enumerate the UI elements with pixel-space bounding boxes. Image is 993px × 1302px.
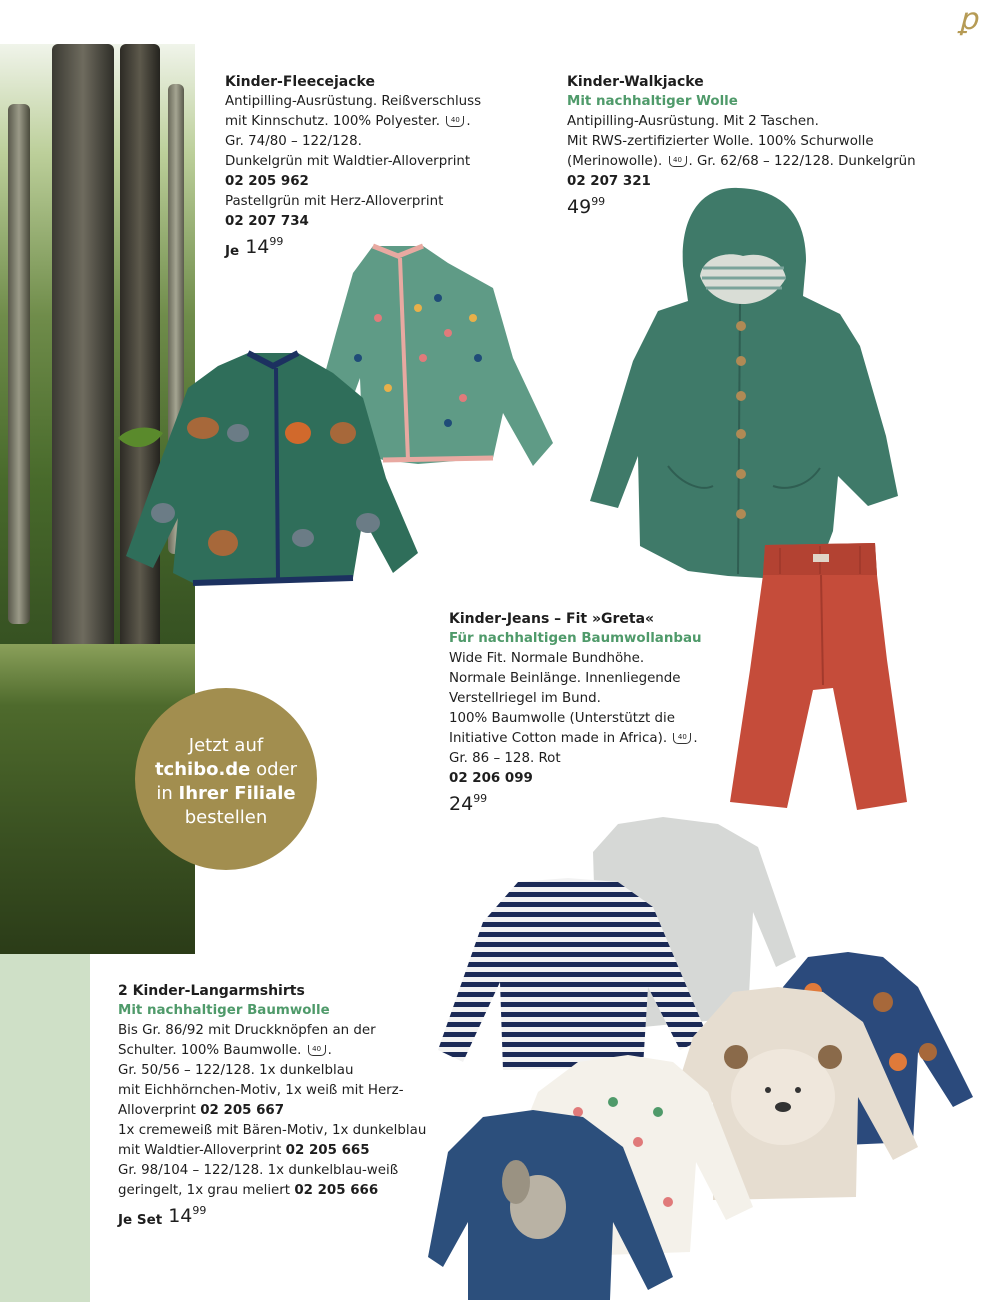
fleece-title: Kinder-Fleecejacke	[225, 74, 375, 90]
jeans-article: 02 206 099	[449, 771, 533, 786]
fleece-line3: Gr. 74/80 – 122/128.	[225, 134, 362, 149]
badge-store: Ihrer Filiale	[178, 783, 296, 804]
walk-jacket-image	[588, 186, 903, 581]
fleece-line2: mit Kinnschutz. 100% Polyester.	[225, 114, 441, 129]
wash-care-icon: 40	[673, 733, 691, 744]
jeans-title: Kinder-Jeans – Fit »Greta«	[449, 611, 655, 627]
shirts-title: 2 Kinder-Langarmshirts	[118, 983, 305, 999]
shirts-product-block	[118, 981, 426, 1228]
jeans-line3: Verstellriegel im Bund.	[449, 691, 601, 706]
shirts-line3: Gr. 50/56 – 122/128. 1x dunkelblau	[118, 1063, 354, 1078]
shirts-price	[118, 1205, 426, 1228]
shirts-line4: mit Eichhörnchen-Motiv, 1x weiß mit Herz-	[118, 1083, 404, 1098]
jeans-line5: Initiative Cotton made in Africa).	[449, 731, 668, 746]
walk-title: Kinder-Walkjacke	[567, 74, 704, 90]
shirts-subtitle: Mit nachhaltiger Baumwolle	[118, 1003, 330, 1018]
side-color-strip	[0, 954, 90, 1302]
fleece-article-2: 02 207 734	[225, 214, 309, 229]
jeans-product-block	[449, 609, 702, 815]
jeans-subtitle: Für nachhaltigen Baumwollanbau	[449, 631, 702, 646]
shirts-article-3: 02 205 666	[294, 1183, 379, 1198]
tchibo-logo-icon: ꝑ	[958, 2, 978, 37]
shirts-article-2: 02 205 665	[285, 1143, 370, 1158]
price-cents: 99	[192, 1204, 207, 1217]
price-cents: 99	[591, 195, 606, 208]
shirts-line2-end: .	[327, 1043, 332, 1058]
walk-line3b: . Gr. 62/68 – 122/128. Dunkelgrün	[688, 154, 916, 169]
fleece-line5: Pastellgrün mit Herz-Alloverprint	[225, 194, 444, 209]
jeans-line5-end: .	[693, 731, 698, 746]
wash-care-icon: 40	[446, 116, 464, 127]
walk-line2: Mit RWS-zertifizierter Wolle. 100% Schurwolle	[567, 134, 874, 149]
price-main: 14	[168, 1205, 193, 1227]
price-cents: 99	[269, 235, 284, 248]
price-prefix: Je Set	[118, 1212, 163, 1228]
fleece-article-1: 02 205 962	[225, 174, 309, 189]
shirts-line2: Schulter. 100% Baumwolle.	[118, 1043, 302, 1058]
leaf-decoration	[118, 428, 163, 448]
fleece-line1: Antipilling-Ausrüstung. Reißverschluss	[225, 94, 482, 109]
price-main: 49	[567, 196, 592, 218]
bear-face	[731, 1049, 835, 1145]
shirts-line9: geringelt, 1x grau meliert	[118, 1183, 291, 1198]
badge-line3-pre: in	[156, 783, 179, 804]
wash-care-icon: 40	[669, 156, 687, 167]
fleece-product-block	[225, 72, 481, 259]
badge-website: tchibo.de	[154, 759, 251, 780]
shirts-article-1: 02 205 667	[200, 1103, 285, 1118]
jeans-line6: Gr. 86 – 128. Rot	[449, 751, 561, 766]
price-cents: 99	[473, 792, 488, 805]
badge-line2-rest: oder	[250, 759, 298, 780]
fleece-line2-end: .	[466, 114, 471, 129]
badge-line4: bestellen	[184, 807, 268, 828]
badge-line1: Jetzt auf	[188, 735, 264, 756]
shirts-line1: Bis Gr. 86/92 mit Druckknöpfen an der	[118, 1023, 376, 1038]
fleece-line4: Dunkelgrün mit Waldtier-Alloverprint	[225, 154, 471, 169]
jeans-label	[813, 554, 829, 562]
shirts-line5: Alloverprint	[118, 1103, 196, 1118]
fleece-jackets-image	[118, 235, 558, 588]
shirts-line6: 1x cremeweiß mit Bären-Motiv, 1x dunkelblau	[118, 1123, 427, 1138]
jeans-line1: Wide Fit. Normale Bundhöhe.	[449, 651, 645, 666]
order-now-badge[interactable]	[135, 688, 317, 870]
jeans-line2: Normale Beinlänge. Innenliegende	[449, 671, 681, 686]
shirts-line7: mit Waldtier-Alloverprint	[118, 1143, 282, 1158]
jeans-line4: 100% Baumwolle (Unterstützt die	[449, 711, 676, 726]
shirts-line8: Gr. 98/104 – 122/128. 1x dunkelblau-weiß	[118, 1163, 399, 1178]
walk-article: 02 207 321	[567, 174, 651, 189]
walk-line1: Antipilling-Ausrüstung. Mit 2 Taschen.	[567, 114, 819, 129]
longsleeve-shirts-image	[428, 812, 983, 1300]
price-main: 14	[245, 236, 270, 258]
price-prefix: Je	[225, 243, 240, 259]
red-jeans-image	[725, 540, 915, 815]
walk-subtitle: Mit nachhaltiger Wolle	[567, 94, 738, 109]
walk-line3a: (Merinowolle).	[567, 154, 663, 169]
price-main: 24	[449, 793, 474, 815]
wash-care-icon: 40	[308, 1045, 326, 1056]
